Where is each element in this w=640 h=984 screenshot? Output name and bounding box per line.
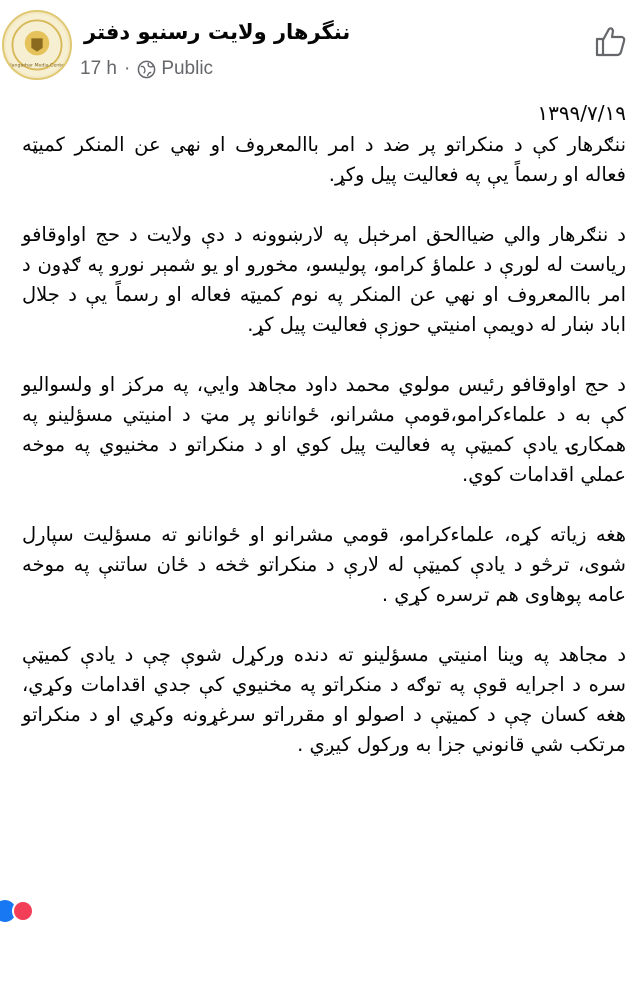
post-paragraph: هغه زیاته کړه، علماءکرامو، قومي مشرانو او ځوانانو ته مسؤلیت سپارل شوی، ترڅو د یادې کمیټې له لارې د منکراتو څخه د ځان ساتنې په موخه عامه پوهاوی هم ترسره کړي .	[22, 523, 626, 606]
logo-emblem	[4, 12, 70, 78]
post-header	[0, 0, 640, 96]
post-meta	[80, 58, 213, 80]
page-name[interactable]: ننگرهار ولایت رسنیو دفتر	[84, 20, 351, 44]
post-paragraph: ننګرهار کې د منکراتو پر ضد د امر باالمعروف او نهي عن المنکر کمیټه فعاله او رسماً یې په فعالیت پیل وکړ.	[22, 133, 626, 186]
logo-text: Nangarhar Media Center	[8, 63, 66, 69]
reaction-summary[interactable]	[0, 900, 60, 914]
audience-label[interactable]: Public	[161, 58, 214, 79]
post-date: ۱۳۹۹/۷/۱۹	[537, 101, 626, 125]
page-avatar[interactable]	[2, 10, 72, 80]
globe-icon[interactable]	[137, 60, 156, 79]
post-paragraph: د مجاهد په وینا امنیتي مسؤلینو ته دنده ورکړل شوې چې د یادې کمیټې سره د اجرایه قوې په توګه د منکراتو په مخنیوي کې جدي اقدامات وکړي، هغه کسان چې د کمیټې د اصولو او مقرراتو سرغړونه وکړي او د منکراتو مرتکب شي قانوني جزا به ورکول کیږي .	[22, 643, 626, 756]
post-paragraph: د حج اواوقافو رئیس مولوي محمد داود مجاهد وایي، په مرکز او ولسوالیو کې به د علماءکرامو،قومې مشرانو، ځوانانو پر مټ د امنیتي مسؤلینو په همکارۍ یادې کمیټې په فعالیت پیل کوي او د منکراتو د مخنیوي په موخه عملي اقدامات کوي.	[22, 373, 626, 486]
thumbs-up-icon[interactable]	[594, 24, 628, 58]
meta-separator: ·	[123, 58, 131, 79]
post-paragraph: د ننګرهار والي ضیاالحق امرخېل په لارښوونه د دې ولایت د حج اواوقافو ریاست له لورې د علماؤ کرامو، پولیسو، مخورو او یو شمېر نورو په ګډون د امر باالمعروف او نهي عن المنکر په نوم کمیټه فعاله او رسماً یې د جلال اباد ښار له دویمې امنیتي حوزې فعالیت پیل کړ.	[22, 223, 626, 336]
post-time[interactable]: 17 h	[80, 58, 117, 79]
love-reaction-icon	[12, 900, 34, 922]
post-body	[22, 98, 626, 760]
